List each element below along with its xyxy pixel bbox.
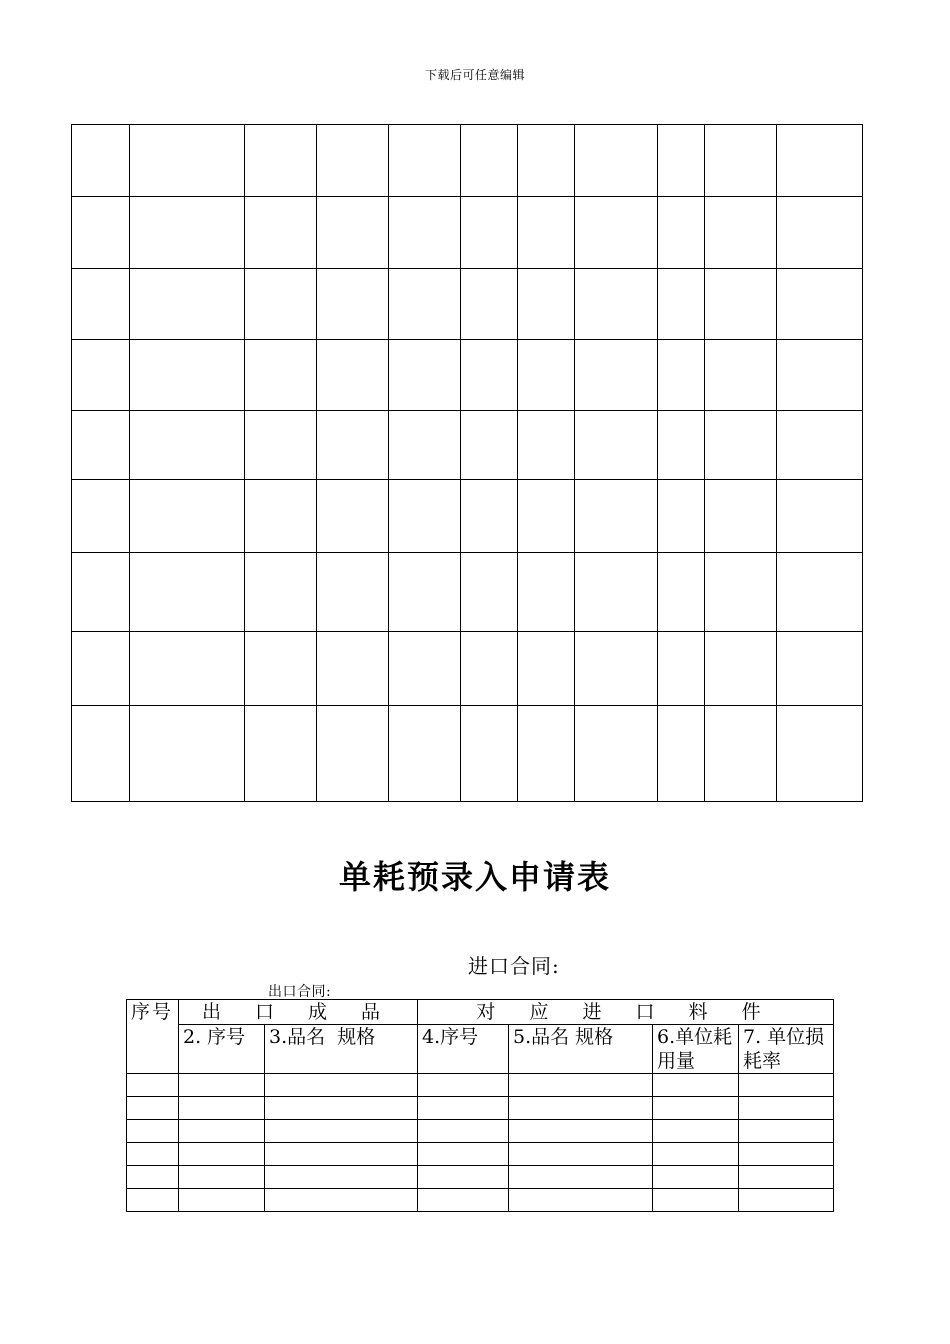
- form-entry-cell[interactable]: [418, 1189, 509, 1212]
- grid-row: [72, 706, 863, 802]
- consumption-form-table: [126, 999, 834, 1212]
- form-entry-cell[interactable]: [179, 1143, 265, 1166]
- grid-cell[interactable]: [245, 632, 317, 706]
- grid-cell[interactable]: [72, 480, 130, 553]
- form-entry-cell[interactable]: [179, 1097, 265, 1120]
- grid-cell[interactable]: [72, 197, 130, 269]
- grid-cell[interactable]: [130, 411, 245, 480]
- form-entry-cell[interactable]: [265, 1120, 418, 1143]
- import-contract-label: 进口合同:: [468, 954, 560, 978]
- grid-cell[interactable]: [575, 480, 658, 553]
- grid-cell[interactable]: [317, 632, 389, 706]
- grid-cell[interactable]: [72, 706, 130, 802]
- grid-row: [72, 197, 863, 269]
- grid-cell[interactable]: [130, 197, 245, 269]
- grid-cell[interactable]: [72, 269, 130, 340]
- grid-cell[interactable]: [317, 125, 389, 197]
- grid-cell[interactable]: [130, 480, 245, 553]
- grid-cell[interactable]: [518, 269, 575, 340]
- form-entry-cell[interactable]: [265, 1097, 418, 1120]
- grid-cell[interactable]: [130, 553, 245, 632]
- form-entry-cell[interactable]: [127, 1074, 179, 1097]
- form-entry-cell[interactable]: [127, 1097, 179, 1120]
- grid-cell[interactable]: [518, 125, 575, 197]
- grid-cell[interactable]: [245, 480, 317, 553]
- grid-cell[interactable]: [389, 553, 461, 632]
- grid-row: [72, 125, 863, 197]
- form-entry-cell[interactable]: [418, 1120, 509, 1143]
- grid-cell[interactable]: [389, 125, 461, 197]
- grid-cell[interactable]: [245, 553, 317, 632]
- form-entry-cell[interactable]: [265, 1074, 418, 1097]
- grid-cell[interactable]: [130, 706, 245, 802]
- grid-cell[interactable]: [518, 340, 575, 411]
- grid-cell[interactable]: [777, 269, 863, 340]
- form-entry-cell[interactable]: [179, 1074, 265, 1097]
- grid-cell[interactable]: [389, 480, 461, 553]
- form-entry-row: [127, 1143, 834, 1166]
- grid-cell[interactable]: [317, 411, 389, 480]
- grid-cell[interactable]: [72, 125, 130, 197]
- grid-row: [72, 411, 863, 480]
- grid-cell[interactable]: [658, 125, 705, 197]
- grid-cell[interactable]: [461, 480, 518, 553]
- grid-cell[interactable]: [777, 411, 863, 480]
- header-note: 下载后可任意编辑: [424, 68, 525, 82]
- grid-cell[interactable]: [461, 553, 518, 632]
- form-entry-cell[interactable]: [509, 1120, 653, 1143]
- grid-cell[interactable]: [317, 553, 389, 632]
- grid-cell[interactable]: [575, 553, 658, 632]
- grid-cell[interactable]: [658, 269, 705, 340]
- blank-grid-table: [71, 124, 863, 802]
- form-entry-cell[interactable]: [179, 1120, 265, 1143]
- grid-cell[interactable]: [575, 706, 658, 802]
- form-entry-cell[interactable]: [127, 1120, 179, 1143]
- grid-cell[interactable]: [130, 340, 245, 411]
- grid-cell[interactable]: [317, 480, 389, 553]
- grid-cell[interactable]: [777, 632, 863, 706]
- export-product-group-header: 出 口 成 品: [179, 1000, 418, 1025]
- grid-cell[interactable]: [389, 632, 461, 706]
- col-header-export-name-spec: 3.品名 规格: [265, 1025, 418, 1074]
- grid-cell[interactable]: [245, 197, 317, 269]
- grid-cell[interactable]: [317, 197, 389, 269]
- grid-cell[interactable]: [461, 125, 518, 197]
- export-contract-label: 出口合同:: [268, 984, 332, 1000]
- grid-cell[interactable]: [245, 340, 317, 411]
- grid-cell[interactable]: [705, 706, 777, 802]
- form-entry-cell[interactable]: [418, 1074, 509, 1097]
- grid-cell[interactable]: [705, 632, 777, 706]
- grid-cell[interactable]: [461, 632, 518, 706]
- grid-row: [72, 340, 863, 411]
- grid-cell[interactable]: [317, 706, 389, 802]
- grid-cell[interactable]: [575, 197, 658, 269]
- grid-cell[interactable]: [130, 632, 245, 706]
- grid-cell[interactable]: [518, 553, 575, 632]
- grid-row: [72, 480, 863, 553]
- form-entry-cell[interactable]: [265, 1166, 418, 1189]
- grid-cell[interactable]: [518, 411, 575, 480]
- grid-cell[interactable]: [72, 632, 130, 706]
- form-entry-cell[interactable]: [653, 1143, 739, 1166]
- grid-cell[interactable]: [575, 340, 658, 411]
- form-entry-row: [127, 1097, 834, 1120]
- grid-cell[interactable]: [705, 197, 777, 269]
- grid-cell[interactable]: [317, 340, 389, 411]
- grid-cell[interactable]: [777, 553, 863, 632]
- grid-cell[interactable]: [461, 269, 518, 340]
- grid-cell[interactable]: [72, 553, 130, 632]
- form-entry-cell[interactable]: [739, 1120, 834, 1143]
- form-entry-cell[interactable]: [418, 1097, 509, 1120]
- form-entry-cell[interactable]: [739, 1097, 834, 1120]
- grid-cell[interactable]: [461, 706, 518, 802]
- col-header-export-seq: 2. 序号: [179, 1025, 265, 1074]
- form-entry-cell[interactable]: [509, 1143, 653, 1166]
- grid-cell[interactable]: [705, 340, 777, 411]
- form-entry-cell[interactable]: [653, 1120, 739, 1143]
- grid-cell[interactable]: [575, 632, 658, 706]
- grid-cell[interactable]: [575, 125, 658, 197]
- form-header-row-1: [127, 1000, 834, 1025]
- form-title: 单耗预录入申请表: [338, 858, 611, 896]
- form-entry-cell[interactable]: [653, 1166, 739, 1189]
- grid-cell[interactable]: [72, 411, 130, 480]
- grid-cell[interactable]: [245, 269, 317, 340]
- grid-cell[interactable]: [130, 125, 245, 197]
- grid-cell[interactable]: [518, 632, 575, 706]
- grid-cell[interactable]: [317, 269, 389, 340]
- grid-cell[interactable]: [389, 411, 461, 480]
- form-entry-cell[interactable]: [179, 1189, 265, 1212]
- grid-cell[interactable]: [777, 340, 863, 411]
- col-header-import-name-spec: 5.品名 规格: [509, 1025, 653, 1074]
- form-entry-cell[interactable]: [509, 1166, 653, 1189]
- grid-cell[interactable]: [658, 632, 705, 706]
- grid-cell[interactable]: [389, 340, 461, 411]
- grid-cell[interactable]: [705, 480, 777, 553]
- grid-cell[interactable]: [658, 197, 705, 269]
- grid-cell[interactable]: [72, 340, 130, 411]
- form-entry-cell[interactable]: [653, 1074, 739, 1097]
- form-entry-cell[interactable]: [653, 1189, 739, 1212]
- grid-cell[interactable]: [705, 269, 777, 340]
- form-entry-row: [127, 1120, 834, 1143]
- grid-cell[interactable]: [389, 269, 461, 340]
- form-header-row-2: [127, 1025, 834, 1074]
- form-entry-cell[interactable]: [127, 1166, 179, 1189]
- grid-cell[interactable]: [658, 553, 705, 632]
- grid-cell[interactable]: [658, 706, 705, 802]
- grid-row: [72, 269, 863, 340]
- form-entry-cell[interactable]: [739, 1074, 834, 1097]
- form-entry-row: [127, 1189, 834, 1212]
- grid-cell[interactable]: [658, 411, 705, 480]
- grid-cell[interactable]: [389, 197, 461, 269]
- grid-cell[interactable]: [461, 411, 518, 480]
- seq-header: 序号: [127, 1000, 179, 1074]
- grid-cell[interactable]: [130, 269, 245, 340]
- grid-cell[interactable]: [777, 480, 863, 553]
- form-entry-row: [127, 1074, 834, 1097]
- grid-cell[interactable]: [389, 706, 461, 802]
- form-entry-cell[interactable]: [509, 1097, 653, 1120]
- import-material-group-header: 对 应 进 口 料 件: [418, 1000, 834, 1025]
- grid-cell[interactable]: [705, 411, 777, 480]
- grid-row: [72, 632, 863, 706]
- grid-cell[interactable]: [777, 706, 863, 802]
- grid-row: [72, 553, 863, 632]
- form-entry-cell[interactable]: [739, 1143, 834, 1166]
- form-entry-cell[interactable]: [127, 1189, 179, 1212]
- form-entry-cell[interactable]: [509, 1074, 653, 1097]
- col-header-import-seq: 4.序号: [418, 1025, 509, 1074]
- grid-cell[interactable]: [658, 340, 705, 411]
- col-header-unit-consumption: 6.单位耗用量: [653, 1025, 739, 1074]
- form-entry-row: [127, 1166, 834, 1189]
- grid-cell[interactable]: [518, 480, 575, 553]
- form-entry-cell[interactable]: [739, 1189, 834, 1212]
- grid-cell[interactable]: [575, 411, 658, 480]
- grid-cell[interactable]: [518, 197, 575, 269]
- grid-cell[interactable]: [705, 553, 777, 632]
- col-header-unit-loss-rate: 7. 单位损耗率: [739, 1025, 834, 1074]
- form-entry-cell[interactable]: [127, 1143, 179, 1166]
- grid-cell[interactable]: [461, 197, 518, 269]
- form-entry-cell[interactable]: [265, 1143, 418, 1166]
- form-entry-cell[interactable]: [418, 1166, 509, 1189]
- form-entry-cell[interactable]: [418, 1143, 509, 1166]
- grid-cell[interactable]: [245, 411, 317, 480]
- grid-cell[interactable]: [461, 340, 518, 411]
- form-entry-cell[interactable]: [653, 1097, 739, 1120]
- grid-cell[interactable]: [705, 125, 777, 197]
- grid-cell[interactable]: [518, 706, 575, 802]
- grid-cell[interactable]: [777, 125, 863, 197]
- form-entry-cell[interactable]: [509, 1189, 653, 1212]
- form-entry-cell[interactable]: [179, 1166, 265, 1189]
- grid-cell[interactable]: [777, 197, 863, 269]
- grid-cell[interactable]: [245, 706, 317, 802]
- form-entry-cell[interactable]: [265, 1189, 418, 1212]
- form-entry-cell[interactable]: [739, 1166, 834, 1189]
- grid-cell[interactable]: [245, 125, 317, 197]
- grid-cell[interactable]: [658, 480, 705, 553]
- grid-cell[interactable]: [575, 269, 658, 340]
